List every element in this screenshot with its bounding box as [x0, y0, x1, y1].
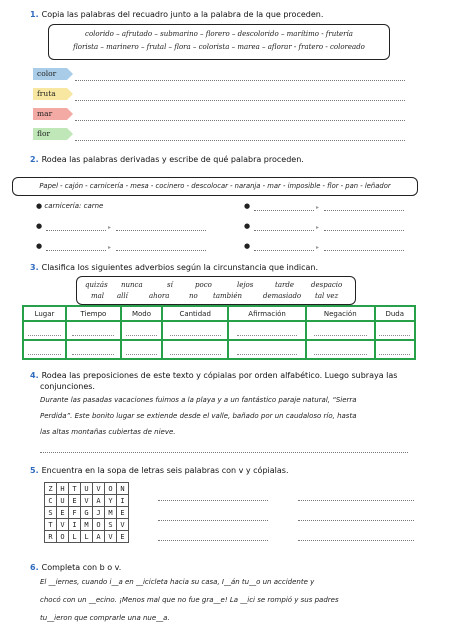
- column-header: Negación: [306, 306, 374, 321]
- grid-cell[interactable]: S: [45, 507, 57, 519]
- table-cell[interactable]: [23, 321, 66, 340]
- word-box-2: Papel - cajón - carnicería - mesa - cocinero - descolocar - naranja - mar - imposible - flor - pan - leñador: [12, 177, 418, 196]
- grid-cell[interactable]: M: [105, 507, 117, 519]
- word-search-grid: [44, 482, 129, 543]
- grid-row: [45, 483, 129, 495]
- answer-l2a[interactable]: [46, 230, 106, 231]
- table-cell[interactable]: [228, 340, 306, 359]
- grid-cell[interactable]: L: [69, 531, 81, 543]
- answer-line-mar[interactable]: [75, 120, 405, 121]
- section-6-text: El __iernes, cuando i__a en __icicleta hacia su casa, I__án tu__o un accidente y chocó con un __ecino. ¡Menos mal que no fue gra__e! La __ici se rompió y sus padres tu__ieron que comprarle una nue__a.: [40, 578, 339, 622]
- answer-line-v6[interactable]: [298, 540, 414, 541]
- grid-cell[interactable]: V: [105, 531, 117, 543]
- section-5-title: 5. Encuentra en la sopa de letras seis palabras con v y cópialas.: [30, 466, 289, 475]
- bullet-right-2: ●: [244, 222, 251, 230]
- arrow-icon: ▸: [316, 244, 320, 251]
- table-header-row: [23, 306, 415, 321]
- grid-cell[interactable]: E: [117, 507, 129, 519]
- grid-cell[interactable]: F: [69, 507, 81, 519]
- column-header: Tiempo: [66, 306, 121, 321]
- answer-line-color[interactable]: [75, 80, 405, 81]
- section-2-title: 2. Rodea las palabras derivadas y escribe de qué palabra proceden.: [30, 155, 304, 164]
- adverb: tal vez: [315, 292, 339, 300]
- grid-cell[interactable]: V: [81, 495, 93, 507]
- adverb: tarde: [275, 281, 294, 289]
- grid-cell[interactable]: E: [69, 495, 81, 507]
- bullet-right-3: ●: [244, 242, 251, 250]
- section-4-text: Durante las pasadas vacaciones fuimos a la playa y a un fantástico paraje natural, “Sierra Perdida”. Este bonito lugar se extiende desde el valle, bañado por un caudaloso río, hasta las altas montañas cubiertas de nieve.: [40, 396, 357, 436]
- grid-cell[interactable]: Y: [105, 495, 117, 507]
- adverb: también: [213, 292, 242, 300]
- grid-cell[interactable]: I: [117, 495, 129, 507]
- grid-cell[interactable]: V: [57, 519, 69, 531]
- table-cell[interactable]: [121, 321, 162, 340]
- grid-cell[interactable]: E: [57, 507, 69, 519]
- answer-line-prepositions[interactable]: [40, 452, 408, 453]
- table-cell[interactable]: [162, 321, 228, 340]
- table-row: [23, 340, 415, 359]
- grid-cell[interactable]: Z: [45, 483, 57, 495]
- section-4-title-cont: conjunciones.: [40, 382, 95, 391]
- column-header: Afirmación: [228, 306, 306, 321]
- answer-l3b[interactable]: [116, 250, 206, 251]
- grid-cell[interactable]: O: [57, 531, 69, 543]
- grid-cell[interactable]: V: [93, 483, 105, 495]
- table-cell[interactable]: [306, 340, 374, 359]
- adverb: allí: [117, 292, 128, 300]
- answer-r1b[interactable]: [324, 210, 404, 211]
- arrow-icon: ▸: [316, 224, 320, 231]
- table-cell[interactable]: [375, 340, 416, 359]
- adverb-row-2: [77, 290, 355, 302]
- table-row: [23, 321, 415, 340]
- word-box-1: [48, 24, 390, 60]
- grid-cell[interactable]: N: [117, 483, 129, 495]
- grid-cell[interactable]: R: [45, 531, 57, 543]
- tag-flor: flor: [33, 128, 67, 140]
- grid-cell[interactable]: S: [105, 519, 117, 531]
- answer-line-fruta[interactable]: [75, 100, 405, 101]
- grid-cell[interactable]: U: [57, 495, 69, 507]
- answer-line-v2[interactable]: [298, 500, 414, 501]
- adverb: sí: [167, 281, 173, 289]
- grid-row: [45, 495, 129, 507]
- arrow-icon: ▸: [108, 224, 112, 231]
- grid-cell[interactable]: U: [81, 483, 93, 495]
- section-6-title: 6. Completa con b o v.: [30, 563, 122, 572]
- grid-cell[interactable]: T: [45, 519, 57, 531]
- word-box-1-line1: colorido – afrutado – submarino – florero – descolorido – marítimo - frutería: [85, 30, 353, 38]
- section-4-title: 4. Rodea las preposiciones de este texto y cópialas por orden alfabético. Luego subraya las: [30, 371, 398, 380]
- adverb: nunca: [121, 281, 143, 289]
- adverb: poco: [195, 281, 212, 289]
- table-cell[interactable]: [228, 321, 306, 340]
- table-cell[interactable]: [375, 321, 416, 340]
- table-cell[interactable]: [306, 321, 374, 340]
- answer-l3a[interactable]: [46, 250, 106, 251]
- adverb-table: [22, 305, 416, 360]
- answer-r2a[interactable]: [254, 230, 314, 231]
- grid-cell[interactable]: O: [105, 483, 117, 495]
- tag-color: color: [33, 68, 67, 80]
- adverb: demasiado: [263, 292, 302, 300]
- adverb: quizás: [85, 281, 108, 289]
- answer-r2b[interactable]: [324, 230, 404, 231]
- bullet-left-3: ●: [36, 242, 43, 250]
- answer-line-v5[interactable]: [158, 540, 268, 541]
- grid-cell[interactable]: V: [117, 519, 129, 531]
- answer-line-v4[interactable]: [298, 520, 414, 521]
- answer-r1a[interactable]: [254, 210, 314, 211]
- bullet-right-1: ●: [244, 202, 251, 210]
- tag-fruta: fruta: [33, 88, 67, 100]
- grid-cell[interactable]: C: [45, 495, 57, 507]
- grid-cell[interactable]: A: [93, 531, 105, 543]
- grid-cell[interactable]: E: [117, 531, 129, 543]
- table-cell[interactable]: [162, 340, 228, 359]
- arrow-icon: ▸: [108, 244, 112, 251]
- grid-cell[interactable]: I: [69, 519, 81, 531]
- word-box-1-line2: florista – marinero – frutal – flora – colorista – marea – aflorar - fratero - coloreado: [73, 43, 365, 51]
- table-cell[interactable]: [23, 340, 66, 359]
- table-cell[interactable]: [121, 340, 162, 359]
- grid-cell[interactable]: A: [93, 495, 105, 507]
- answer-line-v3[interactable]: [158, 520, 268, 521]
- section-3-title: 3. Clasifica los siguientes adverbios según la circunstancia que indican.: [30, 263, 319, 272]
- grid-cell[interactable]: L: [81, 531, 93, 543]
- column-header: Modo: [121, 306, 162, 321]
- grid-row: [45, 507, 129, 519]
- grid-row: [45, 519, 129, 531]
- grid-cell[interactable]: J: [93, 507, 105, 519]
- tag-mar: mar: [33, 108, 67, 120]
- grid-cell[interactable]: H: [57, 483, 69, 495]
- answer-r3b[interactable]: [324, 250, 404, 251]
- column-header: Duda: [375, 306, 416, 321]
- adverb-box: [76, 276, 356, 305]
- adverb: no: [189, 292, 198, 300]
- table-cell[interactable]: [66, 340, 121, 359]
- answer-l2b[interactable]: [116, 230, 206, 231]
- grid-cell[interactable]: G: [81, 507, 93, 519]
- column-header: Cantidad: [162, 306, 228, 321]
- adverb: ahora: [149, 292, 170, 300]
- answer-line-flor[interactable]: [75, 140, 405, 141]
- example-item: ● carnicería: carne: [36, 202, 104, 210]
- adverb: lejos: [237, 281, 254, 289]
- grid-cell[interactable]: M: [81, 519, 93, 531]
- answer-line-v1[interactable]: [158, 500, 268, 501]
- answer-r3a[interactable]: [254, 250, 314, 251]
- table-cell[interactable]: [66, 321, 121, 340]
- arrow-icon: ▸: [316, 204, 320, 211]
- adverb: despacio: [311, 281, 343, 289]
- column-header: Lugar: [23, 306, 66, 321]
- grid-cell[interactable]: O: [93, 519, 105, 531]
- grid-cell[interactable]: T: [69, 483, 81, 495]
- adverb: mal: [91, 292, 105, 300]
- grid-row: [45, 531, 129, 543]
- section-1-title: 1. Copia las palabras del recuadro junto a la palabra de la que proceden.: [30, 10, 324, 19]
- bullet-left-2: ●: [36, 222, 43, 230]
